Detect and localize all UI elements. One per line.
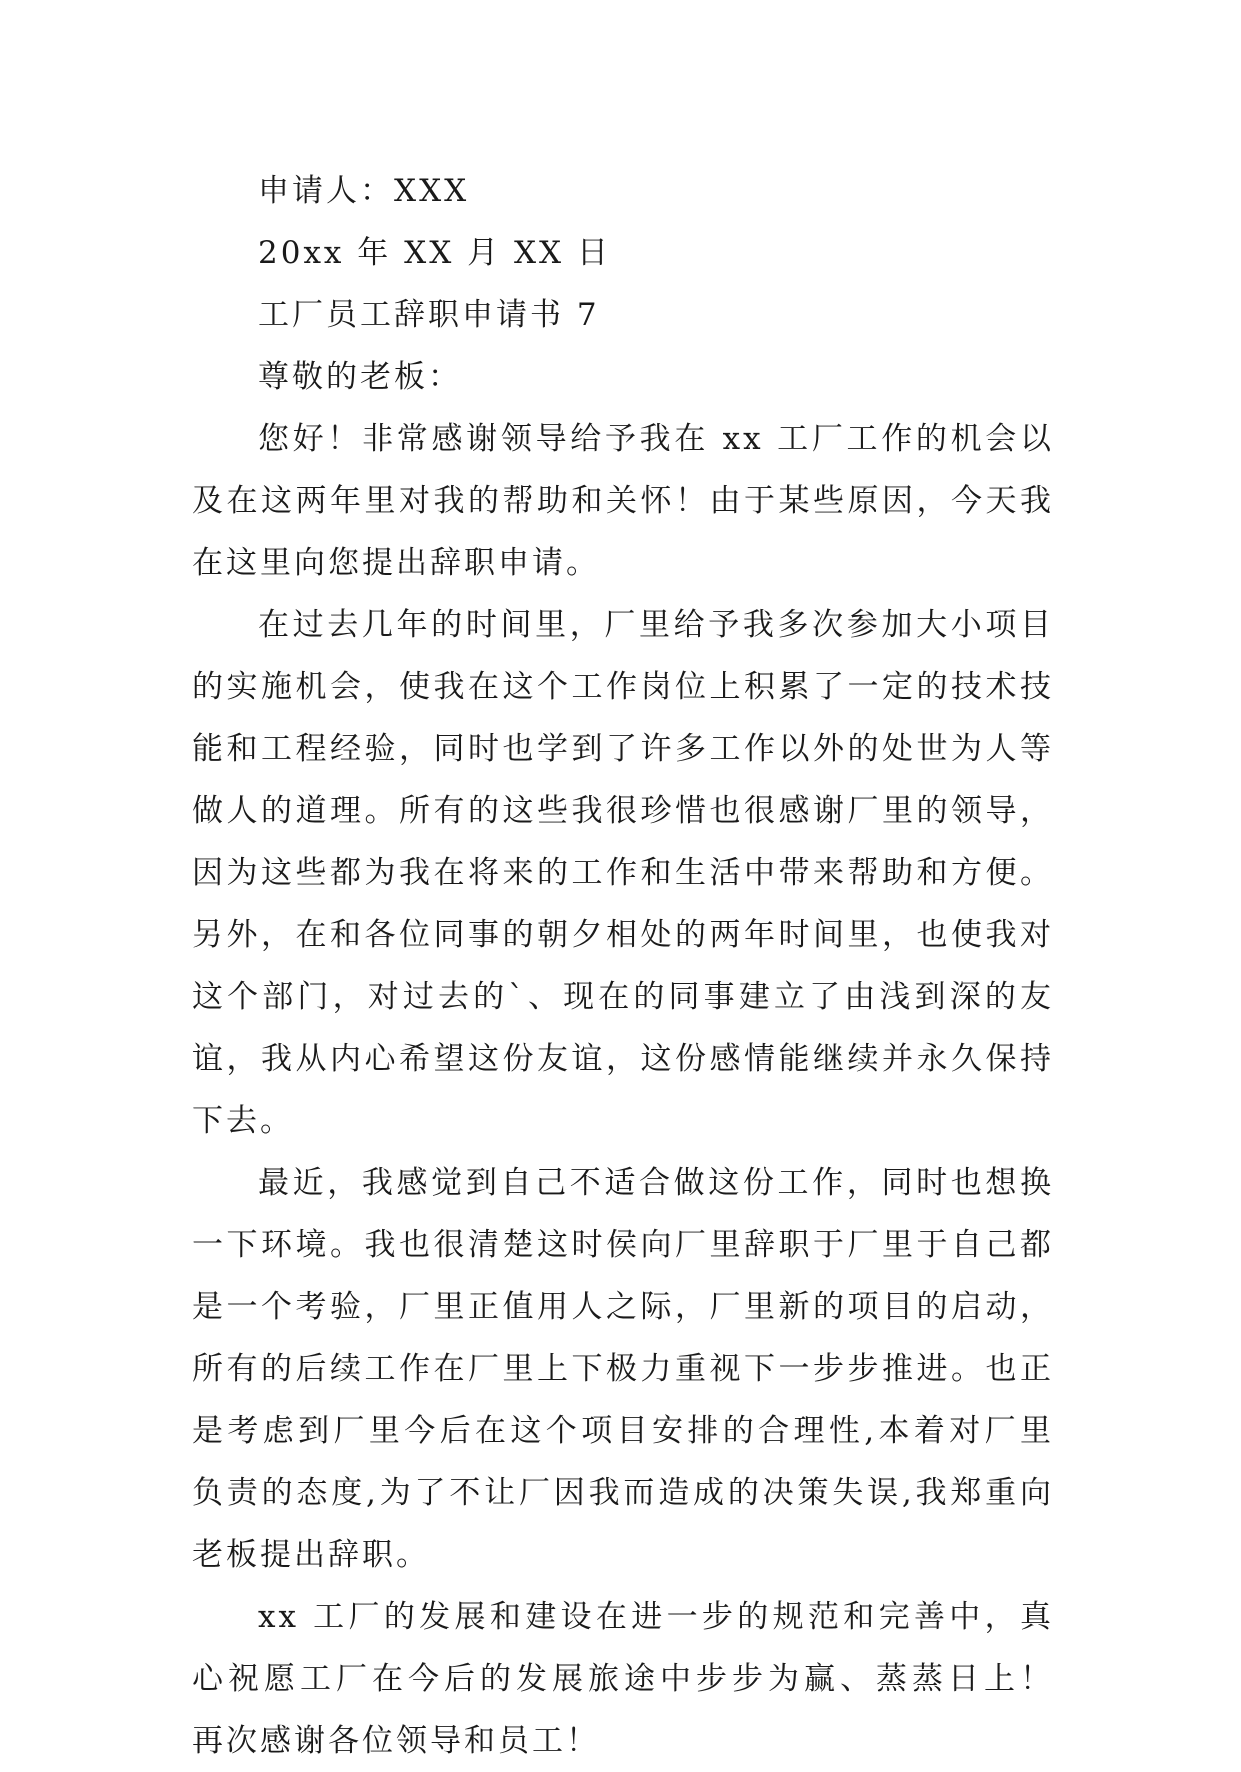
document-title: 工厂员工辞职申请书 7 — [258, 297, 600, 333]
paragraph-greeting: 您好！非常感谢领导给予我在 xx 工厂工作的机会以及在这两年里对我的帮助和关怀！由于某些原因，今天我在这里向您提出辞职申请。 — [192, 421, 1054, 581]
applicant-line: 申请人：XXX — [258, 173, 470, 209]
document-body — [192, 160, 1054, 1772]
date-line: 20xx 年 XX 月 XX 日 — [258, 235, 611, 271]
paragraph-closing: xx 工厂的发展和建设在进一步的规范和完善中，真心祝愿工厂在今后的发展旅途中步步为赢、蒸蒸日上！ 再次感谢各位领导和员工！ — [192, 1599, 1054, 1759]
salutation: 尊敬的老板： — [258, 359, 462, 395]
paragraph-reason: 最近，我感觉到自己不适合做这份工作，同时也想换一下环境。我也很清楚这时侯向厂里辞职于厂里于自己都是一个考验，厂里正值用人之际，厂里新的项目的启动，所有的后续工作在厂里上下极力重视下一步步推进。也正是考虑到厂里今后在这个项目安排的合理性,本着对厂里负责的态度,为了不让厂因我而造成的决策失误,我郑重向老板提出辞职。 — [192, 1165, 1054, 1573]
paragraph-experience: 在过去几年的时间里，厂里给予我多次参加大小项目的实施机会，使我在这个工作岗位上积累了一定的技术技能和工程经验，同时也学到了许多工作以外的处世为人等做人的道理。所有的这些我很珍惜也很感谢厂里的领导，因为这些都为我在将来的工作和生活中带来帮助和方便。另外，在和各位同事的朝夕相处的两年时间里，也使我对这个部门，对过去的`、现在的同事建立了由浅到深的友谊，我从内心希望这份友谊，这份感情能继续并永久保持下去。 — [192, 607, 1054, 1139]
